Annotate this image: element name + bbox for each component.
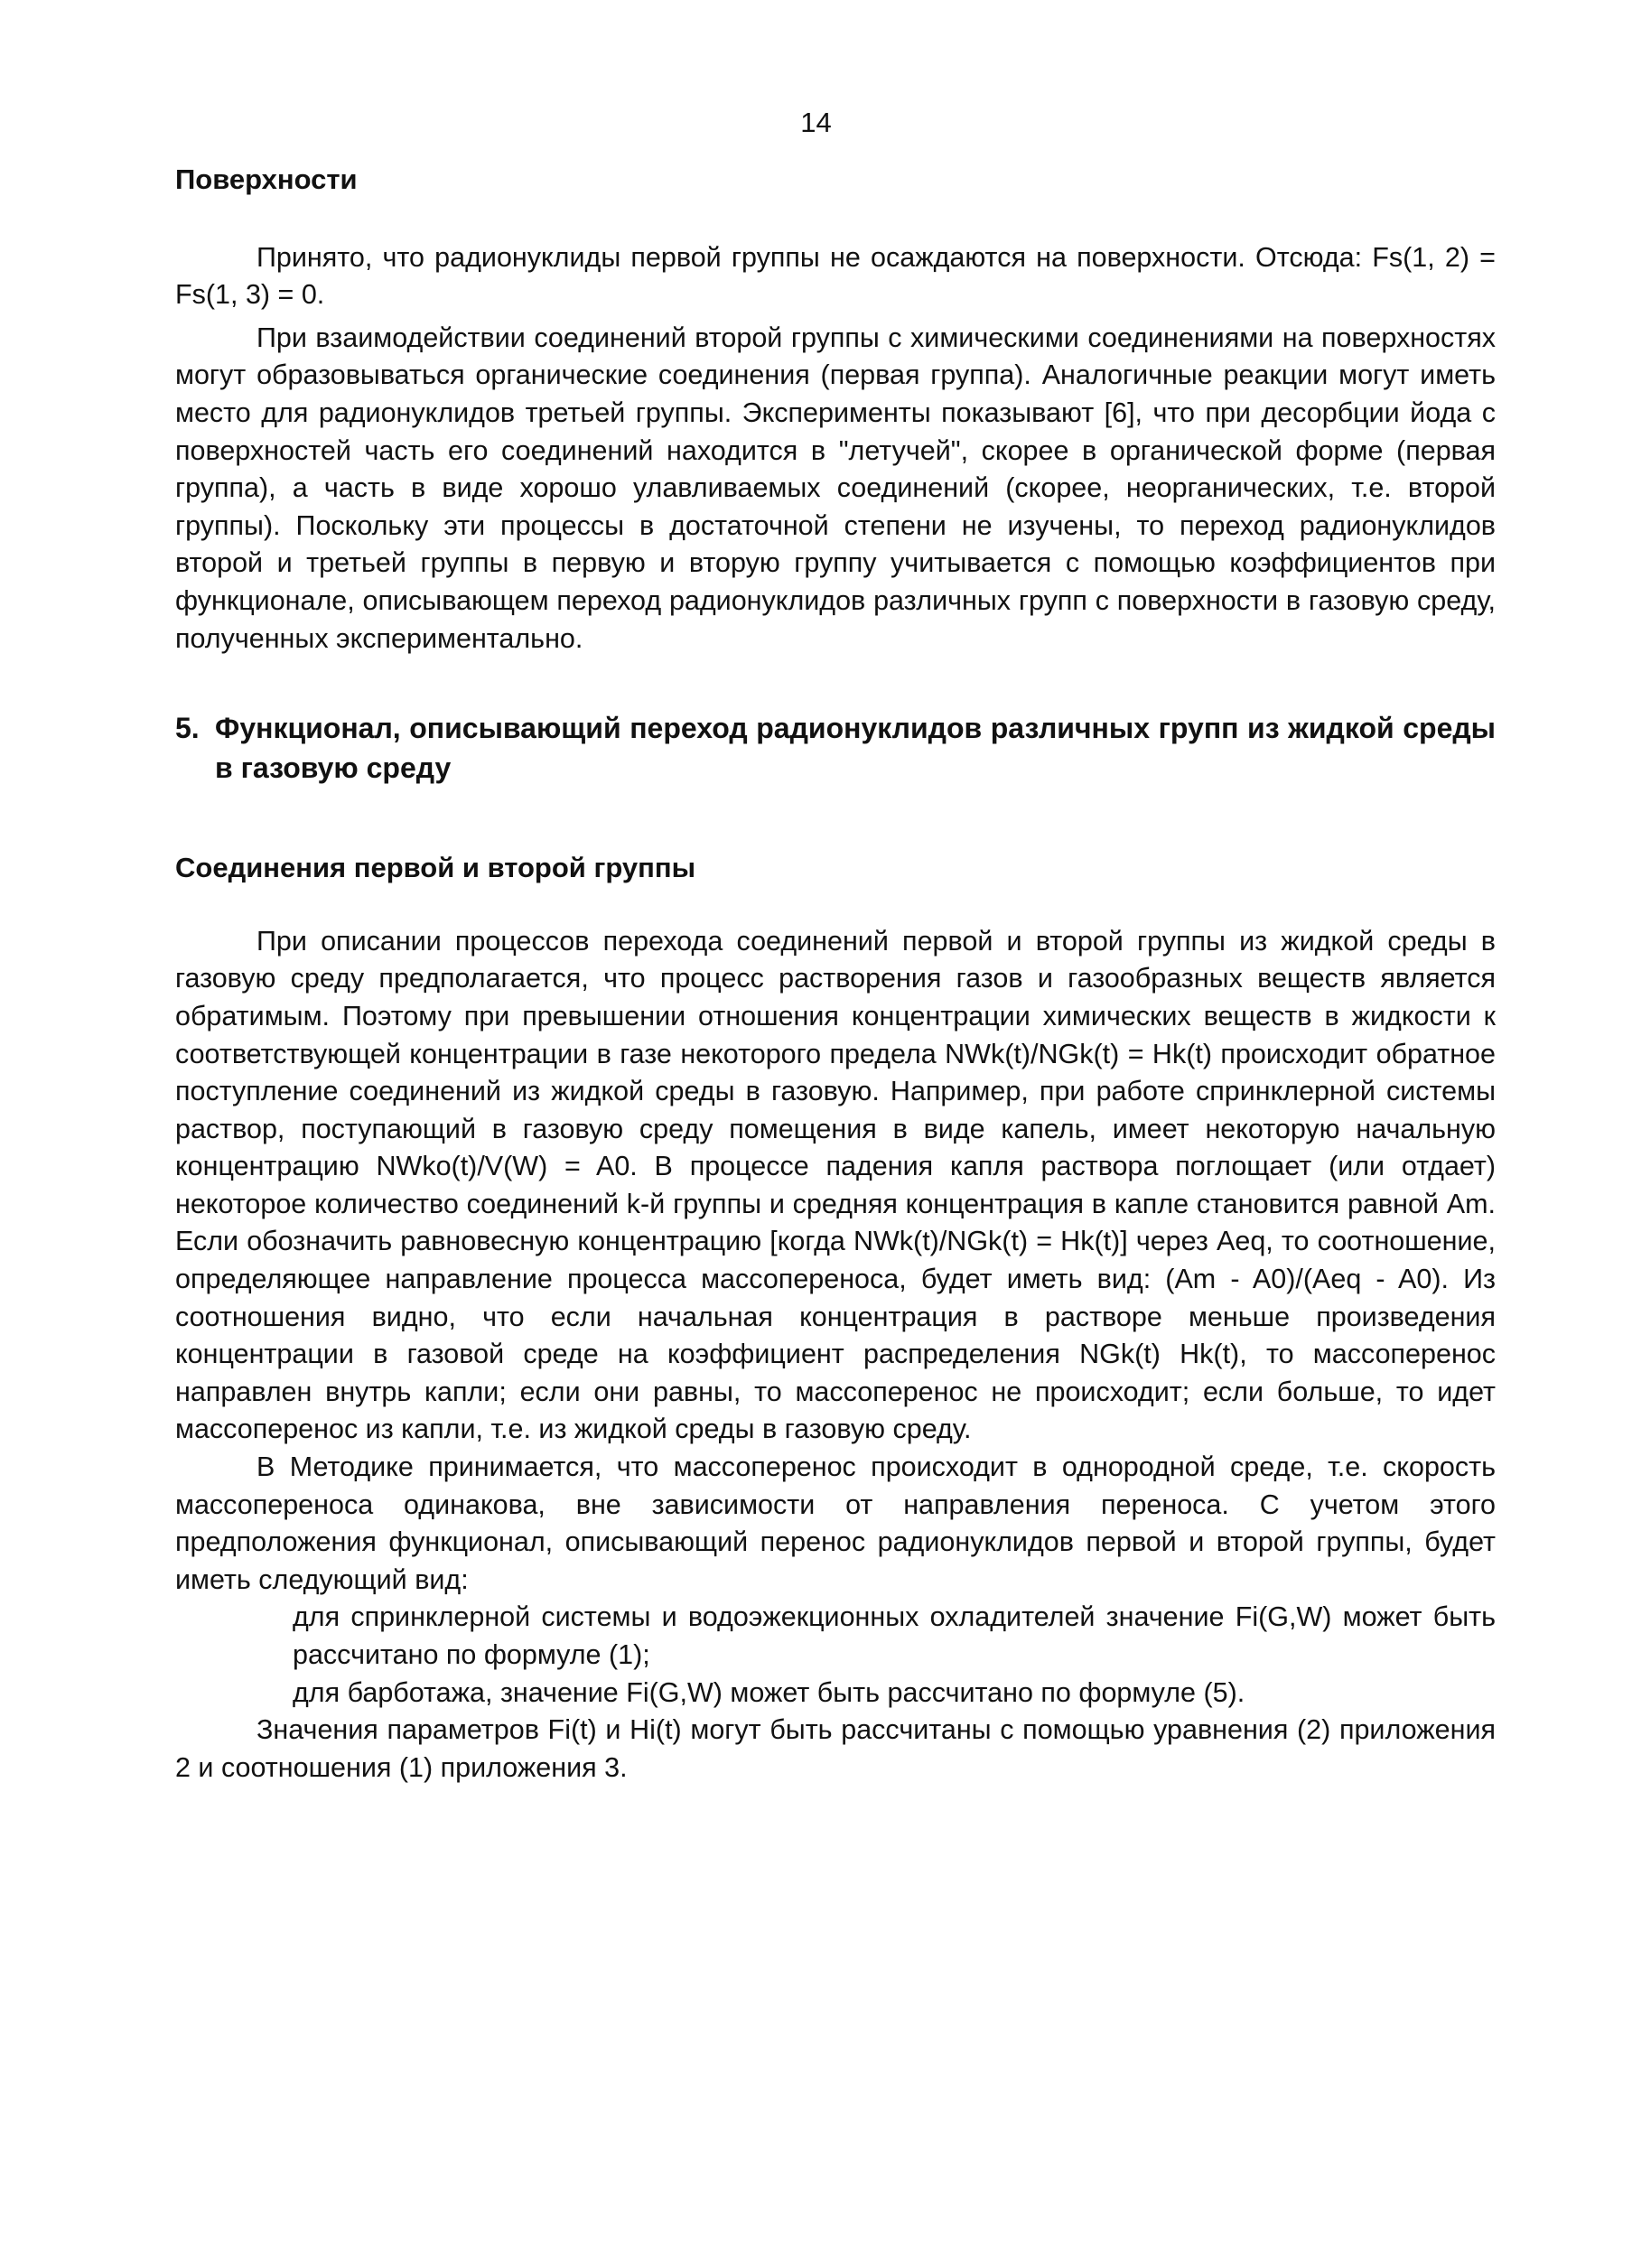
page-number: 14 xyxy=(800,107,832,138)
paragraph-compounds-1: При описании процессов перехода соединений первой и второй группы из жидкой среды в газовую среду предполагается, что процесс растворения газов и газообразных веществ является обратимым. Поэтому при превышении отношения концентрации химических веществ в жидкости к соответствующей концентрации в газе некоторого предела NWk(t)/NGk(t) = Hk(t) происходит обратное поступление соединений из жидкой среды в газовую. Например, при работе спринклерной системы раствор, поступающий в газовую среду помещения в виде капель, имеет некоторую начальную концентрацию NWko(t)/V(W) = A0. В процессе падения капля раствора поглощает (или отдает) некоторое количество соединений k-й группы и средняя концентрация в капле становится равной Am. Если обозначить равновесную концентрацию [когда NWk(t)/NGk(t) = Hk(t)] через Aeq, то соотношение, определяющее направление процесса массопереноса, будет иметь вид: (Am - A0)/(Aeq - A0). Из соотношения видно, что если начальная концентрация в растворе меньше произведения концентрации в газовой среде на коэффициент распределения NGk(t) Hk(t), то массоперенос направлен внутрь капли; если они равны, то массоперенос не происходит; если больше, то идет массоперенос из капли, т.е. из жидкой среды в газовую среду. xyxy=(175,925,1496,1445)
document-body xyxy=(175,161,1496,1787)
paragraph-compounds-3: Значения параметров Fi(t) и Hi(t) могут быть рассчитаны с помощью уравнения (2) приложения 2 и соотношения (1) приложения 3. xyxy=(175,1714,1496,1783)
paragraph-compounds-2: В Методике принимается, что массоперенос происходит в однородной среде, т.е. скорость массопереноса одинакова, вне зависимости от направления переноса. С учетом этого предположения функционал, описывающий перенос радионуклидов первой и второй группы, будет иметь следующий вид: xyxy=(175,1451,1496,1595)
heading-compounds: Соединения первой и второй группы xyxy=(175,852,696,884)
section-number: 5. xyxy=(175,712,200,745)
list-item-sprinkler: для спринклерной системы и водоэжекционных охладителей значение Fi(G,W) может быть рассчитано по формуле (1); xyxy=(293,1601,1496,1670)
list-item-bubbling: для барботажа, значение Fi(G,W) может быть рассчитано по формуле (5). xyxy=(293,1676,1245,1708)
section-title-text: Функционал, описывающий переход радионуклидов различных групп из жидкой среды в газовую среду xyxy=(215,712,1496,785)
section-5-title xyxy=(175,708,1496,788)
heading-surfaces: Поверхности xyxy=(175,163,358,195)
paragraph-surfaces-2: При взаимодействии соединений второй группы с химическими соединениями на поверхностях могут образовываться органические соединения (первая группа). Аналогичные реакции могут иметь место для радионуклидов третьей группы. Эксперименты показывают [6], что при десорбции йода с поверхностей часть его соединений находится в "летучей", скорее в органической форме (первая группа), а часть в виде хорошо улавливаемых соединений (скорее, неорганических, т.е. второй группы). Поскольку эти процессы в достаточной степени не изучены, то переход радионуклидов второй и третьей группы в первую и вторую группу учитывается с помощью коэффициентов при функционале, описывающем переход радионуклидов различных групп с поверхности в газовую среду, полученных экспериментально. xyxy=(175,322,1496,654)
paragraph-surfaces-1: Принято, что радионуклиды первой группы не осаждаются на поверхности. Отсюда: Fs(1, 2) = Fs(1, 3) = 0. xyxy=(175,241,1496,311)
